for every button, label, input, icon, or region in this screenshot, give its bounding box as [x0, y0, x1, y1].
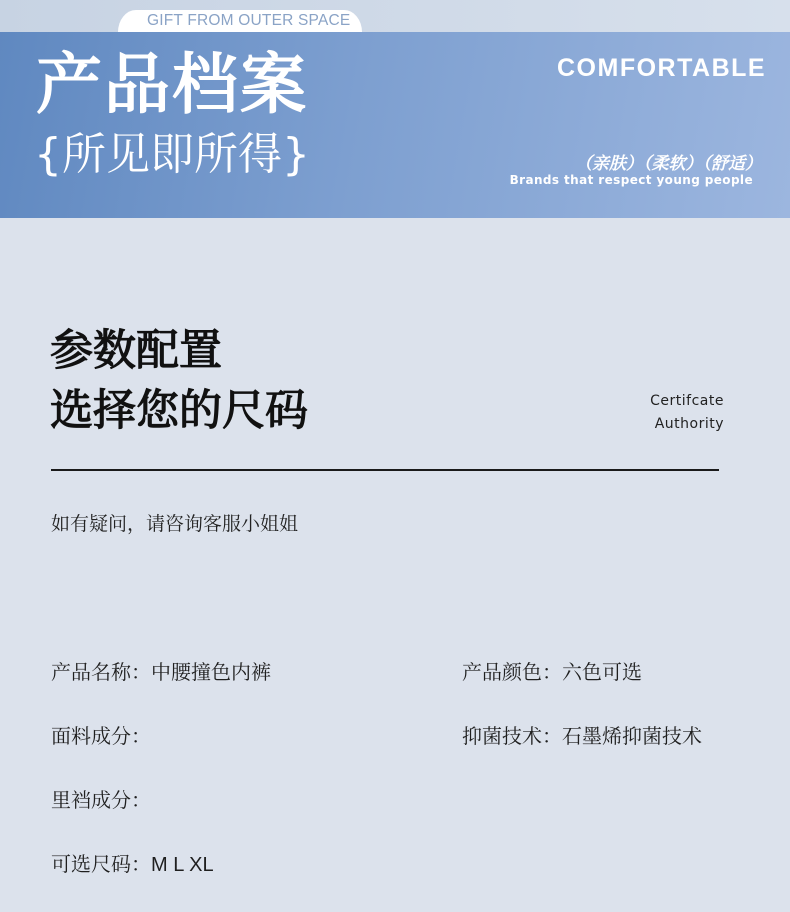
spec-product-color — [462, 656, 642, 685]
cert-label-line1: Certifcate — [650, 393, 724, 409]
section-title-line1: 参数配置 — [50, 326, 222, 376]
spec-lining — [51, 784, 151, 813]
section-divider — [51, 469, 719, 471]
spec-label: 面料成分： — [51, 724, 151, 748]
header-banner — [0, 0, 790, 218]
spec-fabric — [51, 720, 151, 749]
spec-value: 六色可选 — [562, 662, 642, 684]
cert-label-line2: Authority — [654, 416, 724, 432]
page-title: 产品档案 — [36, 46, 308, 123]
spec-product-name — [51, 656, 271, 685]
spec-label: 可选尺码： — [51, 852, 151, 876]
page-subtitle: {所见即所得} — [34, 129, 310, 180]
spec-value: M L XL — [151, 854, 214, 876]
section-title-line2: 选择您的尺码 — [50, 386, 308, 436]
spec-label: 里裆成分： — [51, 788, 151, 812]
spec-antibacterial — [462, 720, 702, 749]
tagline-text: GIFT FROM OUTER SPACE — [147, 12, 351, 29]
spec-label: 抑菌技术： — [462, 724, 562, 748]
spec-sizes — [51, 848, 214, 877]
spec-label: 产品颜色： — [462, 660, 562, 684]
feature-keywords: （亲肤）（柔软）（舒适） — [575, 154, 762, 174]
spec-value: 中腰撞色内裤 — [151, 662, 271, 684]
inquiry-note: 如有疑问，请咨询客服小姐姐 — [51, 513, 299, 535]
spec-value: 石墨烯抑菌技术 — [562, 726, 702, 748]
comfortable-label: COMFORTABLE — [557, 54, 767, 82]
brand-slogan: Brands that respect young people — [509, 173, 753, 187]
spec-label: 产品名称： — [51, 660, 151, 684]
